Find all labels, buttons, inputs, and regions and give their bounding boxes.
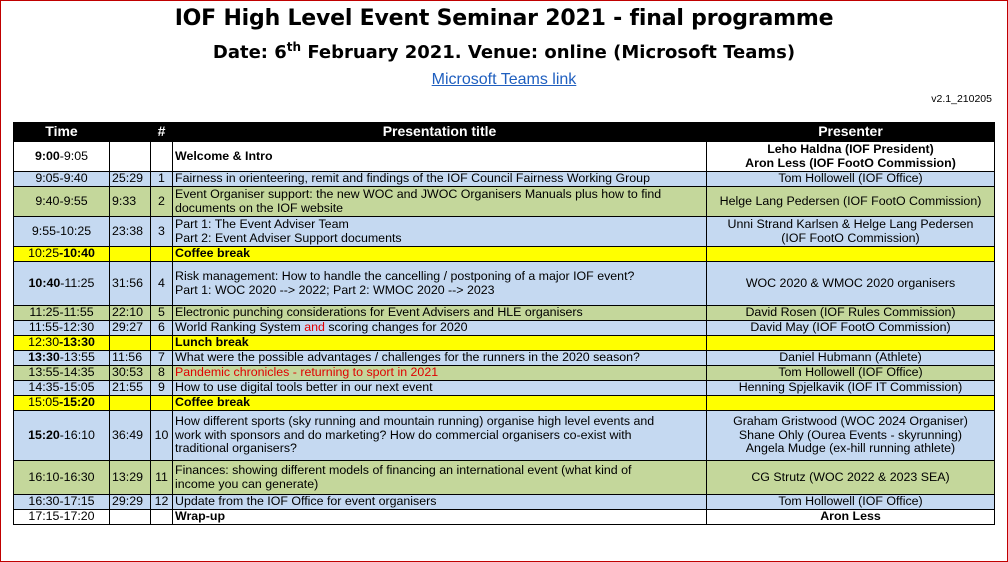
presenter-cell — [707, 142, 995, 172]
duration-cell: 29:29 — [110, 495, 151, 510]
title-cell — [173, 336, 707, 351]
time-cell — [14, 396, 110, 411]
title-cell — [173, 495, 707, 510]
duration-cell: 23:38 — [110, 217, 151, 247]
time-cell — [14, 510, 110, 525]
cell-line: Shane Ohly (Ourea Events - skyrunning) — [738, 427, 963, 442]
table-row — [14, 411, 995, 461]
table-row — [14, 172, 995, 187]
table-row — [14, 366, 995, 381]
time-end: -13:30 — [59, 335, 95, 350]
title-cell — [173, 262, 707, 306]
cell-line: Risk management: How to handle the cancelling / postponing of a major IOF event? — [175, 269, 635, 283]
time-end: -16:10 — [59, 427, 95, 442]
title-cell — [173, 306, 707, 321]
cell-line: WOC 2020 & WMOC 2020 organisers — [745, 275, 956, 290]
number-cell: 5 — [151, 306, 173, 321]
number-cell: 4 — [151, 262, 173, 306]
time-start: 16:10 — [28, 469, 60, 484]
time-cell — [14, 306, 110, 321]
time-end: -11:55 — [59, 305, 94, 320]
table-row — [14, 306, 995, 321]
cell-line: Welcome & Intro — [175, 148, 273, 163]
time-start: 10:40 — [28, 275, 61, 290]
cell-line: Lunch break — [175, 335, 249, 350]
presenter-cell — [707, 381, 995, 396]
number-cell: 11 — [151, 461, 173, 495]
duration-cell: 22:10 — [110, 306, 151, 321]
time-end: -9:55 — [59, 193, 88, 208]
cell-line: (IOF FootO Commission) — [781, 230, 920, 245]
duration-cell — [110, 247, 151, 262]
table-row — [14, 262, 995, 306]
cell-line: David May (IOF FootO Commission) — [750, 320, 951, 335]
cell-line: CG Strutz (WOC 2022 & 2023 SEA) — [751, 469, 950, 484]
number-cell — [151, 247, 173, 262]
cell-line: Angela Mudge (ex-hill running athlete) — [745, 441, 956, 456]
duration-cell: 21:55 — [110, 381, 151, 396]
title-cell — [173, 366, 707, 381]
title-cell — [173, 396, 707, 411]
number-cell — [151, 336, 173, 351]
header-presentation-title: Presentation title — [173, 123, 707, 142]
number-cell: 9 — [151, 381, 173, 396]
duration-cell: 11:56 — [110, 351, 151, 366]
cell-line: Tom Hollowell (IOF Office) — [778, 171, 923, 186]
duration-cell: 9:33 — [110, 187, 151, 217]
number-cell: 1 — [151, 172, 173, 187]
time-cell — [14, 217, 110, 247]
time-end: -10:40 — [59, 246, 95, 261]
cell-line: Coffee break — [175, 395, 251, 410]
programme-body — [14, 142, 995, 525]
time-cell — [14, 366, 110, 381]
time-end: -12:30 — [58, 320, 95, 335]
date-suffix-ordinal: th — [286, 40, 302, 54]
table-row — [14, 461, 995, 495]
title-cell — [173, 321, 707, 336]
title-part: and — [304, 320, 325, 335]
cell-line: Electronic punching considerations for Event Advisers and HLE organisers — [175, 305, 583, 320]
duration-cell: 13:29 — [110, 461, 151, 495]
table-row — [14, 510, 995, 525]
duration-cell: 31:56 — [110, 262, 151, 306]
cell-line: traditional organisers? — [175, 441, 297, 456]
time-start: 17:15 — [28, 509, 60, 524]
presenter-cell — [707, 411, 995, 461]
duration-cell — [110, 336, 151, 351]
duration-cell — [110, 510, 151, 525]
cell-line: Wrap-up — [175, 509, 226, 524]
version-label: v2.1_210205 — [931, 93, 992, 105]
time-start: 11:25 — [29, 305, 60, 320]
duration-cell — [110, 396, 151, 411]
time-cell — [14, 172, 110, 187]
table-row — [14, 187, 995, 217]
presenter-cell — [707, 510, 995, 525]
time-end: -15:05 — [59, 380, 95, 395]
cell-line: How to use digital tools better in our next event — [175, 380, 433, 395]
time-cell — [14, 247, 110, 262]
number-cell — [151, 510, 173, 525]
duration-cell — [110, 142, 151, 172]
time-cell — [14, 351, 110, 366]
number-cell: 8 — [151, 366, 173, 381]
cell-line: Tom Hollowell (IOF Office) — [778, 494, 923, 509]
cell-line: Aron Less (IOF FootO Commission) — [745, 155, 956, 170]
time-cell — [14, 187, 110, 217]
time-start: 9:55 — [31, 223, 56, 238]
cell-line: Part 2: Event Adviser Support documents — [175, 230, 402, 245]
title-cell — [173, 381, 707, 396]
table-row — [14, 336, 995, 351]
presenter-cell — [707, 217, 995, 247]
presenter-cell — [707, 351, 995, 366]
time-start: 9:40 — [35, 193, 60, 208]
time-start: 12:30 — [28, 335, 60, 350]
time-end: -17:20 — [59, 509, 95, 524]
presenter-cell — [707, 366, 995, 381]
title-part: World Ranking System — [175, 320, 305, 335]
duration-cell: 30:53 — [110, 366, 151, 381]
cell-line: Leho Haldna (IOF President) — [767, 142, 934, 156]
time-cell — [14, 411, 110, 461]
time-end: -13:55 — [59, 350, 95, 365]
table-row — [14, 495, 995, 510]
time-cell — [14, 461, 110, 495]
time-start: 13:55 — [28, 365, 60, 380]
time-start: 13:30 — [28, 350, 60, 365]
time-end: -14:35 — [59, 365, 95, 380]
date-venue — [0, 40, 1008, 63]
title-cell — [173, 142, 707, 172]
table-row — [14, 247, 995, 262]
cell-line: Helge Lang Pedersen (IOF FootO Commission) — [719, 193, 982, 208]
time-cell — [14, 381, 110, 396]
time-end: -11:25 — [60, 275, 95, 290]
title-cell — [173, 461, 707, 495]
cell-line: Part 1: WOC 2020 --> 2022; Part 2: WMOC 2020 --> 2023 — [175, 282, 495, 297]
time-cell — [14, 321, 110, 336]
cell-line: Daniel Hubmann (Athlete) — [779, 350, 922, 365]
title-cell — [173, 217, 707, 247]
cell-line: Coffee break — [175, 246, 251, 261]
table-row — [14, 396, 995, 411]
cell-line: Pandemic chronicles - returning to sport in 2021 — [175, 365, 439, 380]
number-cell — [151, 142, 173, 172]
table-row — [14, 351, 995, 366]
number-cell: 2 — [151, 187, 173, 217]
header-number: # — [151, 123, 173, 142]
title-cell — [173, 187, 707, 217]
time-start: 11:55 — [28, 320, 59, 335]
time-start: 16:30 — [28, 494, 60, 509]
number-cell: 7 — [151, 351, 173, 366]
title-cell — [173, 351, 707, 366]
cell-line: documents on the IOF website — [175, 200, 344, 215]
presenter-cell — [707, 336, 995, 351]
teams-link[interactable]: Microsoft Teams link — [431, 71, 577, 88]
number-cell: 12 — [151, 495, 173, 510]
time-end: -15:20 — [59, 395, 95, 410]
cell-line: Fairness in orienteering, remit and findings of the IOF Council Fairness Working Group — [175, 171, 650, 186]
presenter-cell — [707, 461, 995, 495]
cell-line: Tom Hollowell (IOF Office) — [778, 365, 923, 380]
cell-line: Henning Spjelkavik (IOF IT Commission) — [738, 380, 963, 395]
presenter-cell — [707, 306, 995, 321]
presenter-cell — [707, 172, 995, 187]
time-end: -9:40 — [59, 171, 88, 186]
number-cell: 10 — [151, 411, 173, 461]
cell-line: work with sponsors and do marketing? How do commercial organisers co-exist with — [175, 427, 632, 442]
cell-line: income you can generate) — [175, 476, 319, 491]
presenter-cell — [707, 321, 995, 336]
number-cell: 3 — [151, 217, 173, 247]
cell-line: What were the possible advantages / challenges for the runners in the 2020 season? — [175, 350, 640, 365]
date-prefix: Date: 6 — [212, 42, 287, 63]
header-presenter: Presenter — [707, 123, 995, 142]
date-venue-text: February 2021. Venue: online (Microsoft Teams) — [301, 42, 796, 63]
time-start: 9:00 — [34, 148, 60, 163]
cell-line: Graham Gristwood (WOC 2024 Organiser) — [733, 414, 968, 429]
time-cell — [14, 495, 110, 510]
presenter-cell — [707, 187, 995, 217]
table-row — [14, 381, 995, 396]
time-end: -10:25 — [55, 223, 92, 238]
number-cell — [151, 396, 173, 411]
cell-line: Finances: showing different models of financing an international event (what kind of — [175, 463, 632, 477]
time-cell — [14, 142, 110, 172]
time-end: -9:05 — [59, 148, 89, 163]
time-end: -16:30 — [59, 469, 95, 484]
time-cell — [14, 336, 110, 351]
page-title: IOF High Level Event Seminar 2021 - final programme — [174, 6, 834, 31]
cell-line: Update from the IOF Office for event organisers — [175, 494, 437, 509]
cell-line: Part 1: The Event Adviser Team — [175, 217, 349, 231]
title-cell — [173, 172, 707, 187]
duration-cell: 36:49 — [110, 411, 151, 461]
cell-line: David Rosen (IOF Rules Commission) — [745, 305, 956, 320]
table-row — [14, 217, 995, 247]
cell-line: Event Organiser support: the new WOC and JWOC Organisers Manuals plus how to find — [175, 187, 662, 201]
table-row — [14, 142, 995, 172]
title-cell — [173, 247, 707, 262]
presenter-cell — [707, 262, 995, 306]
title-cell — [173, 510, 707, 525]
duration-cell: 25:29 — [110, 172, 151, 187]
title-part: scoring changes for 2020 — [324, 320, 468, 335]
cell-line: Unni Strand Karlsen & Helge Lang Pedersen — [727, 217, 974, 231]
cell-line: How different sports (sky running and mountain running) organise high level events and — [175, 414, 655, 429]
table-header-row — [14, 123, 995, 142]
time-start: 9:05 — [35, 171, 60, 186]
programme-table — [13, 122, 995, 525]
title-cell — [173, 411, 707, 461]
cell-line: Aron Less — [820, 509, 881, 524]
time-start: 15:05 — [28, 395, 60, 410]
presenter-cell — [707, 396, 995, 411]
time-cell — [14, 262, 110, 306]
time-end: -17:15 — [59, 494, 95, 509]
time-start: 14:35 — [28, 380, 60, 395]
time-start: 15:20 — [28, 427, 60, 442]
header-duration — [110, 123, 151, 142]
time-start: 10:25 — [28, 246, 60, 261]
number-cell: 6 — [151, 321, 173, 336]
table-row — [14, 321, 995, 336]
header-time: Time — [14, 123, 110, 142]
presenter-cell — [707, 247, 995, 262]
duration-cell: 29:27 — [110, 321, 151, 336]
presenter-cell — [707, 495, 995, 510]
